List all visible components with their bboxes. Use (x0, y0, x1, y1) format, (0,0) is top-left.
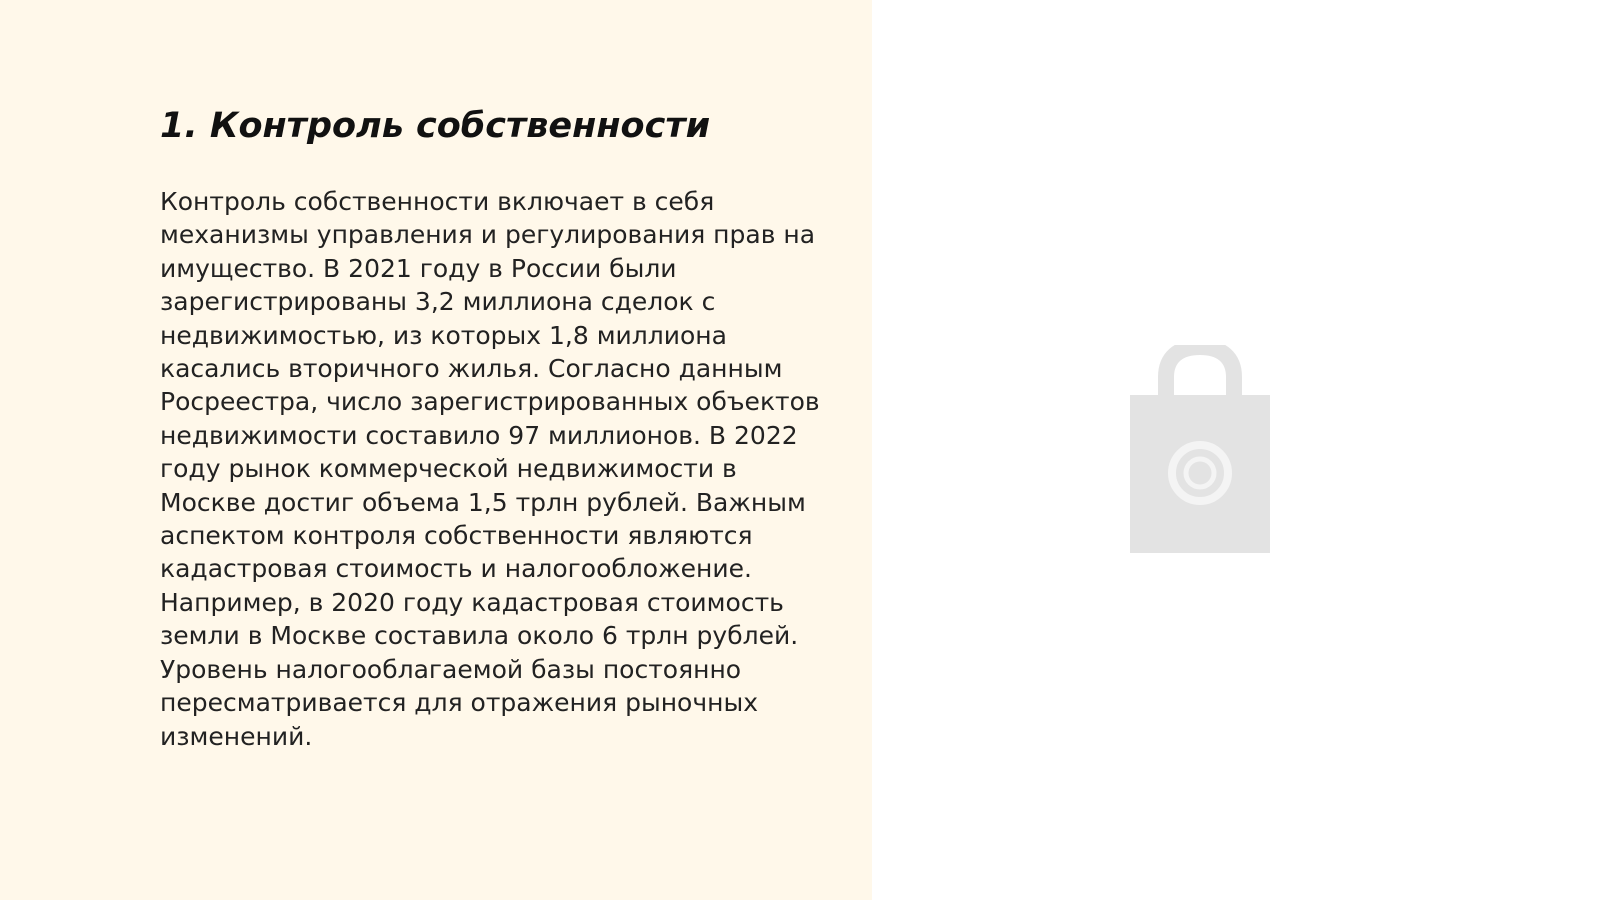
image-placeholder (1130, 345, 1270, 553)
slide-body-text: Контроль собственности включает в себя механизмы управления и регулирования прав на имущество. В 2021 году в России были зарегистрированы 3,2 миллиона сделок с недвижимостью, из которых 1,8 миллиона касались вторичного жилья. Согласно данным Росреестра, число зарегистрированных объектов недвижимости составило 97 миллионов. В 2022 году рынок коммерческой недвижимости в Москве достиг объема 1,5 трлн рублей. Важным аспектом контроля собственности являются кадастровая стоимость и налогообложение. Например, в 2020 году кадастровая стоимость земли в Москве составила около 6 трлн рублей. Уровень налогооблагаемой базы постоянно пересматривается для отражения рыночных изменений. (160, 187, 820, 751)
slide-title: 1. Контроль собственности (160, 106, 711, 146)
shopping-bag-placeholder-icon (1130, 345, 1270, 553)
